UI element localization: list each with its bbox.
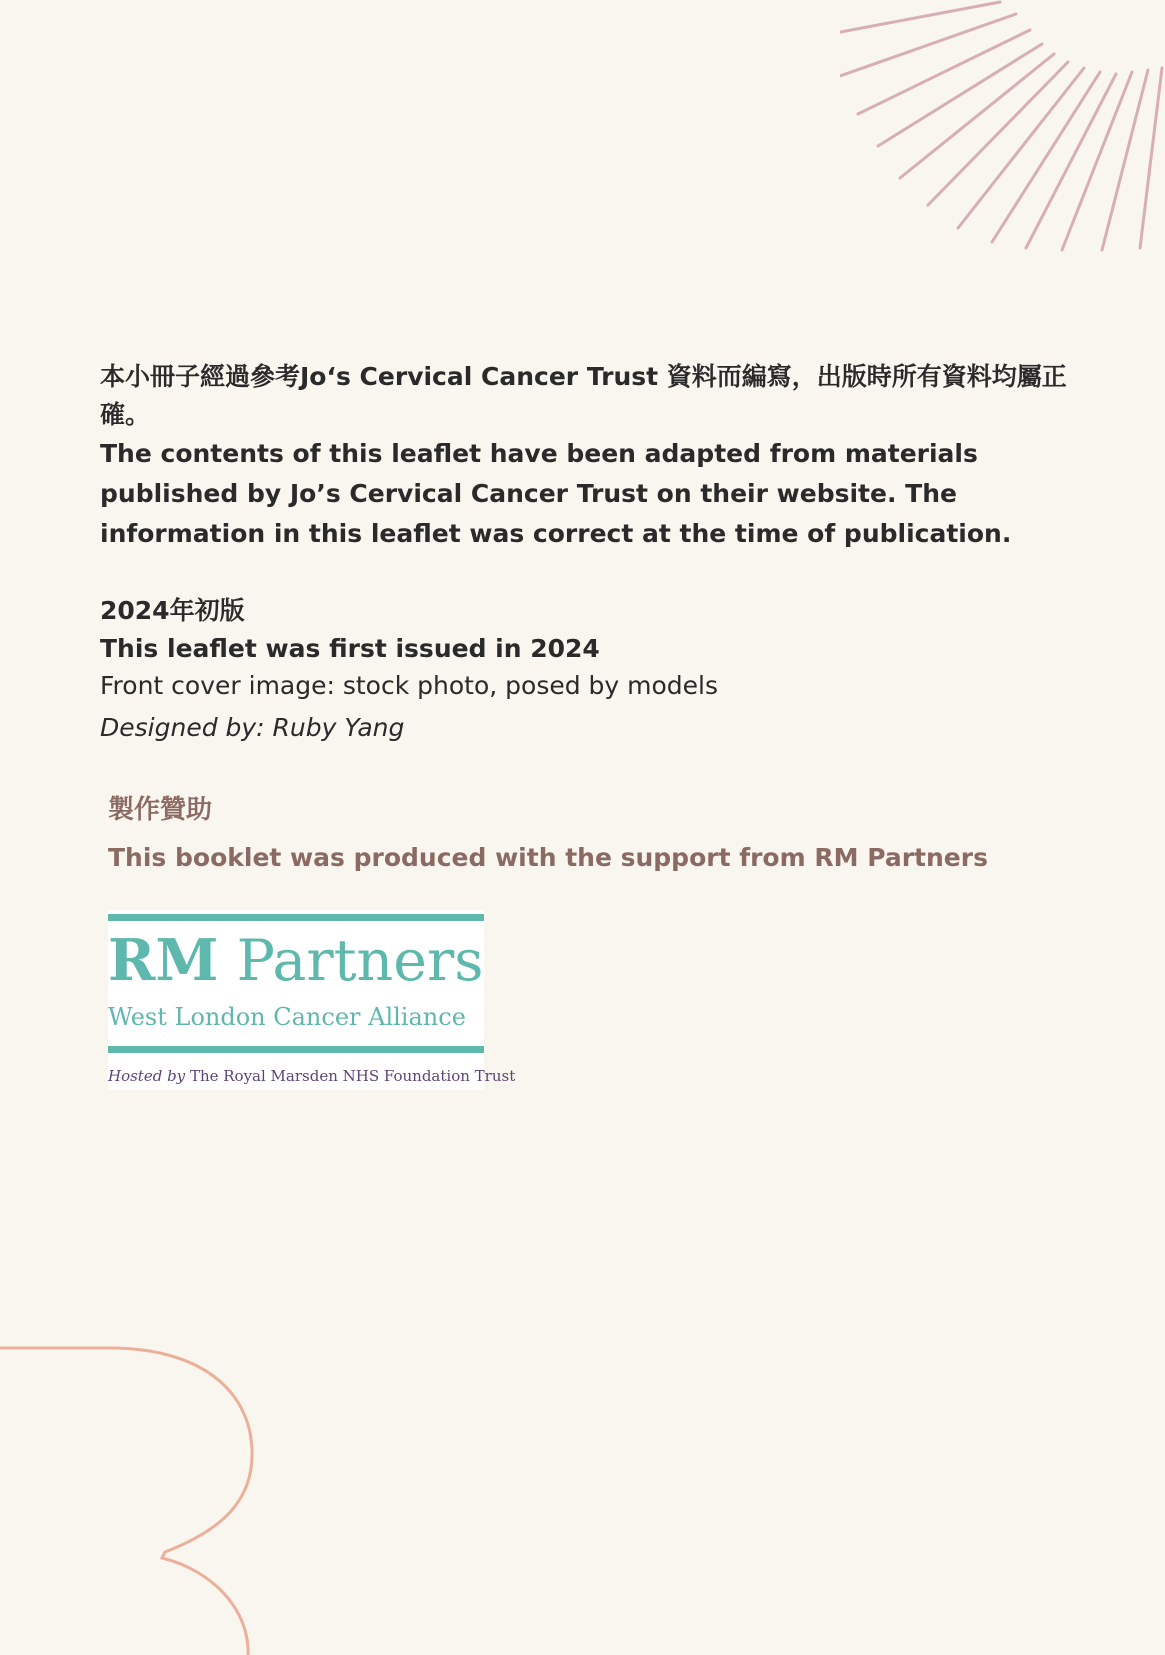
main-content xyxy=(100,358,1090,878)
logo-bottom-rule xyxy=(108,1046,484,1053)
edition-chinese: 2024年初版 xyxy=(100,596,245,625)
logo-host-org: The Royal Marsden NHS Foundation Trust xyxy=(185,1067,516,1085)
logo-title xyxy=(108,928,484,994)
designer-credit: Designed by: Ruby Yang xyxy=(100,713,405,742)
curve-decoration xyxy=(0,1330,270,1655)
sunburst-decoration xyxy=(840,0,1165,260)
cover-image-note: Front cover image: stock photo, posed by models xyxy=(100,671,719,700)
edition-english: This leaflet was first issued in 2024 xyxy=(100,634,600,663)
intro-english: The contents of this leaflet have been adapted from materials published by Jo’s Cervical Cancer Trust on their website. The information in this leaflet was correct at the time of publication. xyxy=(100,439,1012,548)
logo-subtitle: West London Cancer Alliance xyxy=(108,1003,466,1031)
logo-brand-strong: RM xyxy=(108,927,219,994)
rm-partners-logo xyxy=(108,910,516,1090)
logo-host-line xyxy=(108,1066,516,1086)
intro-chinese: 本小冊子經過參考Jo‘s Cervical Cancer Trust 資料而編寫，出版時所有資料均屬正確。 xyxy=(100,362,1067,429)
logo-top-rule xyxy=(108,914,484,921)
sponsor-statement: This booklet was produced with the support from RM Partners xyxy=(108,843,988,872)
logo-brand-rest: Partners xyxy=(218,928,484,994)
logo-hosted-label: Hosted by xyxy=(108,1067,186,1085)
sponsor-heading-chinese: 製作贊助 xyxy=(108,795,213,825)
